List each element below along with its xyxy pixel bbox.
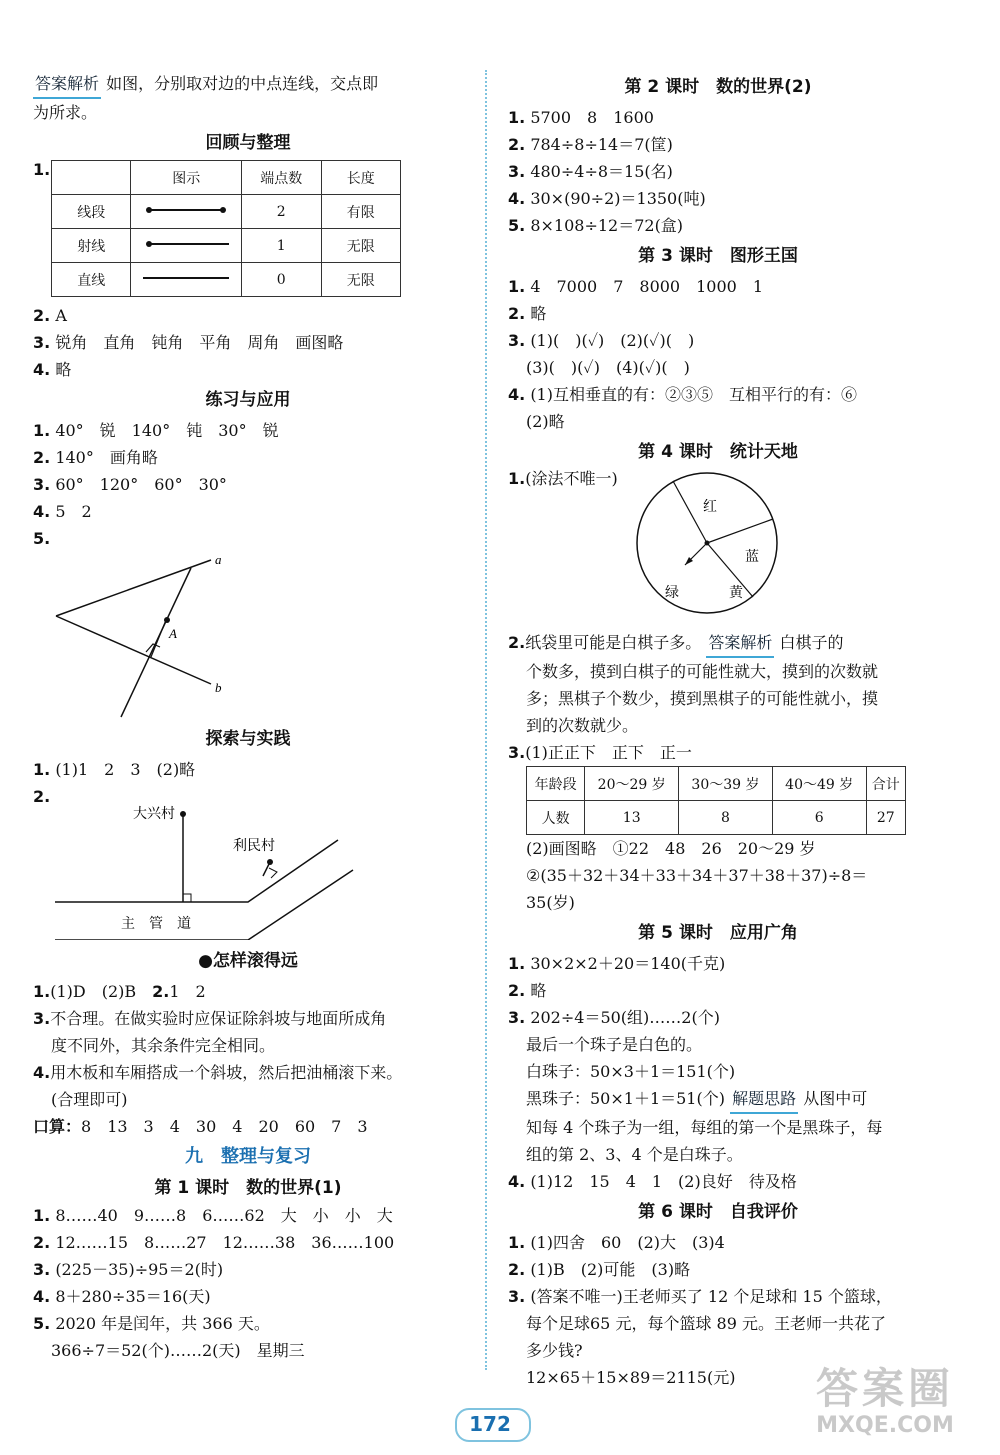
l6-number: 2. (508, 1260, 526, 1279)
l5-4-line (508, 1168, 928, 1195)
l2-line (508, 185, 928, 212)
l5-3-line-5: 知每 4 个珠子为一组，每组的第一个是黑珠子，每 (526, 1118, 883, 1137)
l4-2-number: 2. (508, 633, 526, 652)
table-cell: 有限 (321, 195, 401, 229)
l4-2-answer-b: 白棋子的 (779, 633, 844, 652)
column-divider (485, 70, 487, 1370)
l4-1-answer: (涂法不唯一) (525, 469, 618, 488)
l5-3-tail: 从图中可 (803, 1089, 868, 1108)
section-title-practice: 练习与应用 (205, 390, 291, 410)
table-cell: 人数 (527, 801, 585, 835)
watermark-logo-text: 答案圈 (815, 1364, 954, 1413)
e1-answer: (1)1 2 3 (2)略 (55, 760, 196, 779)
q3-answer: 锐角 直角 钝角 平角 周角 画图略 (55, 333, 344, 352)
l1-number: 1. (33, 1206, 51, 1225)
l1-answer: 2020 年是闰年，共 366 天。 (55, 1314, 270, 1333)
lesson2-title: 第 2 课时 数的世界(2) (624, 77, 812, 97)
q4-answer: 略 (55, 360, 72, 379)
q1-block (33, 160, 463, 302)
r3-answer: 不合理。在做实验时应保证除斜坡与地面所成角 (50, 1009, 387, 1028)
r1-line (33, 978, 463, 1005)
lesson5-title: 第 5 课时 应用广角 (638, 923, 798, 943)
l6-3-line-4: 12×65＋15×89＝2115(元) (526, 1368, 736, 1387)
l2-line (508, 212, 928, 239)
q2-line (33, 302, 463, 329)
l2-number: 5. (508, 216, 526, 235)
p5-number: 5. (33, 529, 51, 548)
l3-3-answer: (1)( )(✓) (2)(✓)( ) (530, 331, 695, 350)
l3-4-answer: (1)互相垂直的有：②③⑤ 互相平行的有：⑥ (530, 385, 857, 404)
p3-answer: 60° 120° 60° 30° (55, 475, 227, 494)
p1-number: 1. (33, 421, 51, 440)
section-title-explore: 探索与实践 (205, 729, 291, 749)
l6-answer: (答案不唯一)王老师买了 12 个足球和 15 个篮球， (530, 1287, 892, 1306)
intro-line (33, 70, 463, 99)
age-table (526, 766, 906, 835)
p2-number: 2. (33, 448, 51, 467)
section-title-review: 回顾与整理 (205, 133, 291, 153)
p5-line (33, 525, 463, 552)
table-header: 图示 (131, 161, 242, 195)
label-daxing: 大兴村 (133, 806, 175, 822)
table-cell: 2 (242, 195, 321, 229)
table-header: 长度 (321, 161, 401, 195)
l3-2-line (508, 300, 928, 327)
l3-3-line-2: (3)( )(✓) (4)(✓)( ) (526, 358, 690, 377)
l4-2-line-4: 到的次数就少。 (526, 716, 639, 735)
table-cell: 1 (242, 229, 321, 263)
e2-number: 2. (33, 787, 51, 806)
intro-text-2: 为所求。 (33, 103, 98, 122)
l1-5-line-2: 366÷7＝52(个)……2(天) 星期三 (51, 1341, 305, 1360)
table-cell: 6 (772, 801, 866, 835)
l4-3-line (508, 739, 928, 766)
ray-figure (131, 229, 242, 263)
l2-number: 1. (508, 108, 526, 127)
l2-number: 2. (508, 135, 526, 154)
r3-line (33, 1005, 463, 1032)
l5-3-line-6: 组的第 2、3、4 个是白珠子。 (526, 1145, 743, 1164)
l4-2-line-3: 多；黑棋子个数少，摸到黑棋子的可能性就小，摸 (526, 689, 879, 708)
line-figure (131, 263, 242, 297)
l1-number: 3. (33, 1260, 51, 1279)
label-limin: 利民村 (233, 838, 275, 854)
l4-3-line-2: (2)画图略 ①22 48 26 20～29 岁 (526, 839, 816, 858)
l1-line (33, 1283, 463, 1310)
l2-answer: 480÷4÷8＝15(名) (530, 162, 673, 181)
l3-1-answer: 4 7000 7 8000 1000 1 (530, 277, 764, 296)
l2-answer: 784÷8÷14＝7(筐) (530, 135, 673, 154)
l4-3-number: 3. (508, 743, 526, 762)
l4-3-line-3: ②(35＋32＋34＋33＋34＋37＋38＋37)÷8＝ (526, 866, 868, 885)
l6-number: 3. (508, 1287, 526, 1306)
l3-2-number: 2. (508, 304, 526, 323)
l1-line (33, 1310, 463, 1337)
q1-number: 1. (33, 160, 51, 179)
l2-line (508, 131, 928, 158)
p1-line (33, 417, 463, 444)
r2-number: 2. (152, 982, 170, 1001)
l2-line (508, 158, 928, 185)
lesson4-title: 第 4 课时 统计天地 (638, 442, 798, 462)
pipe-figure (33, 790, 453, 940)
l5-4-answer: (1)12 15 4 1 (2)良好 待及格 (530, 1172, 797, 1191)
l1-number: 5. (33, 1314, 51, 1333)
l4-2-line-2: 个数多，摸到白棋子的可能性就大，摸到的次数就 (526, 662, 879, 681)
table-cell: 0 (242, 263, 321, 297)
section-title-rolling: ●怎样滚得远 (198, 951, 298, 971)
r4-number: 4. (33, 1063, 51, 1082)
l2-answer: 30×(90÷2)＝1350(吨) (530, 189, 706, 208)
q4-line (33, 356, 463, 383)
l1-number: 4. (33, 1287, 51, 1306)
l3-4-line (508, 381, 928, 408)
l4-1-line (508, 465, 618, 492)
perpendicular-figure (51, 552, 271, 722)
r3-number: 3. (33, 1009, 51, 1028)
l5-2-line (508, 977, 928, 1004)
q4-number: 4. (33, 360, 51, 379)
table-header: 40～49 岁 (772, 767, 866, 801)
table-cell: 直线 (52, 263, 131, 297)
label-A: A (169, 626, 177, 641)
l4-2-answer: 纸袋里可能是白棋子多。 (525, 633, 702, 652)
l3-4-line-2: (2)略 (526, 412, 565, 431)
l3-3-line (508, 327, 928, 354)
e1-line (33, 756, 463, 783)
l4-3-line-4: 35(岁) (526, 893, 575, 912)
table-cell: 27 (866, 801, 905, 835)
p2-line (33, 444, 463, 471)
l6-answer: (1)B (2)可能 (3)略 (530, 1260, 691, 1279)
l5-3-number: 3. (508, 1008, 526, 1027)
label-road: 主 管 道 (121, 916, 191, 932)
oral-answer: 8 13 3 4 30 4 20 60 7 3 (81, 1117, 368, 1136)
segment-icon (141, 203, 231, 217)
table-header: 年龄段 (527, 767, 585, 801)
table-cell: 13 (585, 801, 679, 835)
l4-1-number: 1. (508, 469, 526, 488)
line-icon (141, 271, 231, 285)
l5-4-number: 4. (508, 1172, 526, 1191)
pie-label-blue: 蓝 (745, 549, 759, 565)
lesson3-title: 第 3 课时 图形王国 (638, 246, 798, 266)
solution-idea-tag: 解题思路 (730, 1085, 798, 1114)
l5-3-answer: 202÷4＝50(组)……2(个) (530, 1008, 720, 1027)
l1-number: 2. (33, 1233, 51, 1252)
e1-number: 1. (33, 760, 51, 779)
l6-line (508, 1256, 928, 1283)
answer-analysis-tag: 答案解析 (33, 70, 101, 99)
q3-number: 3. (33, 333, 51, 352)
r1-answer: (1)D (2)B (50, 982, 153, 1001)
l1-line (33, 1202, 463, 1229)
l3-1-line (508, 273, 928, 300)
p4-number: 4. (33, 502, 51, 521)
l5-1-number: 1. (508, 954, 526, 973)
label-b: b (215, 680, 222, 695)
p2-answer: 140° 画角略 (55, 448, 158, 467)
l2-answer: 5700 8 1600 (530, 108, 654, 127)
l1-answer: 12……15 8……27 12……38 36……100 (55, 1233, 395, 1252)
l5-3-line-2: 最后一个珠子是白色的。 (526, 1035, 703, 1054)
l6-answer: (1)四舍 60 (2)大 (3)4 (530, 1233, 725, 1252)
table-cell: 线段 (52, 195, 131, 229)
p4-line (33, 498, 463, 525)
table-header: 20～29 岁 (585, 767, 679, 801)
r3-line-2: 度不同外，其余条件完全相同。 (51, 1036, 276, 1055)
line-types-table (51, 160, 401, 297)
oral-label: 口算： (33, 1117, 82, 1136)
l5-3-line-3: 白珠子：50×3＋1＝151(个) (526, 1062, 736, 1081)
l1-answer: (225－35)÷95＝2(时) (55, 1260, 224, 1279)
table-corner (52, 161, 131, 195)
left-column (33, 70, 463, 1364)
l1-answer: 8……40 9……8 6……62 大 小 小 大 (55, 1206, 393, 1225)
l5-2-number: 2. (508, 981, 526, 1000)
p3-number: 3. (33, 475, 51, 494)
oral-line (33, 1113, 463, 1140)
right-column (508, 70, 928, 1391)
l2-answer: 8×108÷12＝72(盒) (530, 216, 684, 235)
lesson1-title: 第 1 课时 数的世界(1) (154, 1178, 342, 1198)
l4-3-answer: (1)正正下 正下 正一 (525, 743, 692, 762)
r4-line (33, 1059, 463, 1086)
l1-answer: 8＋280÷35＝16(天) (55, 1287, 211, 1306)
r1-number: 1. (33, 982, 51, 1001)
q3-line (33, 329, 463, 356)
answer-analysis-tag: 答案解析 (706, 629, 774, 658)
l4-1-block (508, 469, 928, 629)
l2-line (508, 104, 928, 131)
l4-2-line (508, 629, 928, 658)
l2-number: 3. (508, 162, 526, 181)
l6-line (508, 1229, 928, 1256)
label-a: a (215, 552, 222, 567)
r2-answer: 1 2 (169, 982, 206, 1001)
l6-number: 1. (508, 1233, 526, 1252)
l1-line (33, 1256, 463, 1283)
l6-3-line-3: 多少钱? (526, 1341, 583, 1360)
l1-line (33, 1229, 463, 1256)
pie-label-green: 绿 (665, 585, 679, 601)
table-header: 合计 (866, 767, 905, 801)
table-header: 30～39 岁 (679, 767, 773, 801)
r4-answer: 用木板和车厢搭成一个斜坡，然后把油桶滚下来。 (50, 1063, 403, 1082)
ray-icon (141, 237, 231, 251)
table-cell: 8 (679, 801, 773, 835)
r4-line-2: (合理即可) (51, 1090, 128, 1109)
l5-3-line-4 (508, 1085, 928, 1114)
p1-answer: 40° 锐 140° 钝 30° 锐 (55, 421, 279, 440)
p4-answer: 5 2 (55, 502, 92, 521)
l5-1-line (508, 950, 928, 977)
l6-3-line-2: 每个足球65 元，每个篮球 89 元。王老师一共花了 (526, 1314, 886, 1333)
l2-number: 4. (508, 189, 526, 208)
pie-label-yellow: 黄 (729, 585, 743, 601)
table-cell: 无限 (321, 263, 401, 297)
l3-1-number: 1. (508, 277, 526, 296)
watermark-url: MXQE.COM (816, 1413, 954, 1438)
table-cell: 射线 (52, 229, 131, 263)
segment-figure (131, 195, 242, 229)
unit-title: 九 整理与复习 (185, 1146, 311, 1167)
pie-label-red: 红 (703, 499, 717, 515)
table-cell: 无限 (321, 229, 401, 263)
table-header: 端点数 (242, 161, 321, 195)
l5-2-answer: 略 (530, 981, 547, 1000)
lesson6-title: 第 6 课时 自我评价 (638, 1202, 798, 1222)
p3-line (33, 471, 463, 498)
watermark (790, 1365, 980, 1445)
q2-number: 2. (33, 306, 51, 325)
l5-1-answer: 30×2×2＋20＝140(千克) (530, 954, 726, 973)
l6-line (508, 1283, 928, 1310)
pie-figure (633, 469, 783, 619)
l5-3-line (508, 1004, 928, 1031)
l3-2-answer: 略 (530, 304, 547, 323)
l5-3-black-beads: 黑珠子：50×1＋1＝51(个) (526, 1089, 725, 1108)
l3-4-number: 4. (508, 385, 526, 404)
intro-text: 如图，分别取对边的中点连线，交点即 (106, 74, 379, 93)
page-number: 172 (469, 1412, 511, 1436)
q2-answer: A (55, 306, 67, 325)
l3-3-number: 3. (508, 331, 526, 350)
